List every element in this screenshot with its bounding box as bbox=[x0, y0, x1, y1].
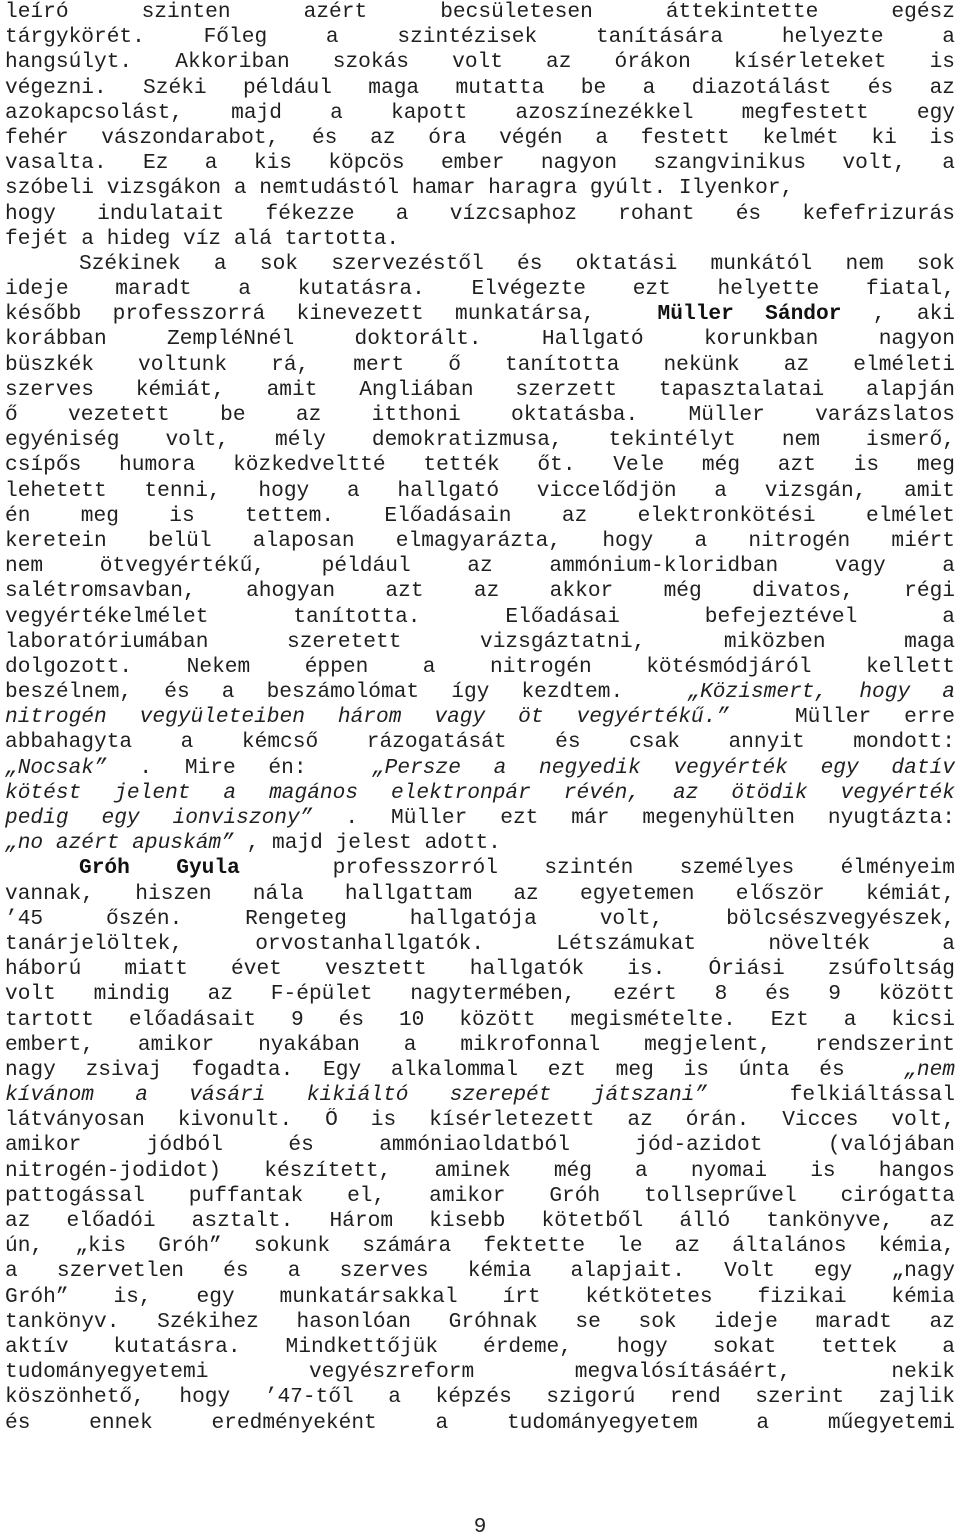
text-run: nitrogén-jodidot) készített, aminek még a nyomai is hangos bbox=[5, 1158, 955, 1183]
quoted-speech: kötést jelent a magános elektronpár révén, az ötödik vegyérték bbox=[5, 780, 955, 805]
text-run: lehetett tenni, hogy a hallgató viccelődjön a vizsgán, amit bbox=[5, 478, 955, 503]
quoted-speech: „no azért apuskám” bbox=[5, 831, 234, 856]
text-line bbox=[5, 630, 955, 655]
text-line bbox=[5, 1133, 955, 1158]
text-run: korábban ZempléNnél doktorált. Hallgató korunkban nagyon bbox=[5, 327, 955, 352]
quoted-speech: „nem bbox=[904, 1057, 955, 1082]
text-line bbox=[5, 202, 955, 227]
text-run: háború miatt évet vesztett hallgatók is. Óriási zsúfoltság bbox=[5, 957, 955, 982]
text-line bbox=[5, 1411, 955, 1436]
text-line bbox=[5, 453, 955, 478]
text-line bbox=[5, 1108, 955, 1133]
text-line bbox=[5, 1234, 955, 1259]
bold-name: Müller Sándor bbox=[657, 302, 842, 327]
text-run: beszélnem, és a beszámolómat így kezdtem. bbox=[5, 680, 656, 705]
text-run: embert, amikor nyakában a mikrofonnal megjelent, rendszerint bbox=[5, 1032, 955, 1057]
text-run: ’45 őszén. Rengeteg hallgatója volt, bölcsészvegyészek, bbox=[5, 906, 955, 931]
text-line bbox=[5, 1159, 955, 1184]
text-line bbox=[5, 1385, 955, 1410]
text-run: keretein belül alaposan elmagyarázta, hogy a nitrogén miért bbox=[5, 528, 955, 553]
text-line bbox=[5, 101, 955, 126]
text-run: tartott előadásait 9 és 10 között megismételte. Ezt a kicsi bbox=[5, 1007, 955, 1032]
text-run: salétromsavban, ahogyan azt az akkor még divatos, régi bbox=[5, 579, 955, 604]
text-line bbox=[5, 227, 955, 252]
text-run: végezni. Széki például maga mutatta be a diazotálást és az bbox=[5, 75, 955, 100]
text-run: büszkék voltunk rá, mert ő tanította nekünk az elméleti bbox=[5, 352, 955, 377]
text-run: fejét a hideg víz alá tartotta. bbox=[5, 226, 400, 251]
text-run: amikor jódból és ammóniaoldatból jód-azidot (valójában bbox=[5, 1133, 955, 1158]
text-line bbox=[5, 176, 955, 201]
text-line bbox=[5, 680, 955, 705]
text-run: egyéniség volt, mély demokratizmusa, tekintélyt nem ismerő, bbox=[5, 428, 955, 453]
text-run: később professzorrá kinevezett munkatársa, bbox=[5, 302, 627, 327]
text-run: Székinek a sok szervezéstől és oktatási munkától nem sok bbox=[79, 251, 955, 276]
text-run: látványosan kivonult. Ő is kísérletezett az órán. Vicces volt, bbox=[5, 1108, 955, 1133]
text-run: nem ötvegyértékű, például az ammónium-kloridban vagy a bbox=[5, 554, 955, 579]
text-run: csípős humora közkedveltté tették őt. Vele még azt is meg bbox=[5, 453, 955, 478]
text-line bbox=[5, 151, 955, 176]
text-line bbox=[5, 756, 955, 781]
text-run: abbahagyta a kémcső rázogatását és csak annyit mondott: bbox=[5, 730, 955, 755]
text-line bbox=[5, 1033, 955, 1058]
text-line bbox=[5, 327, 955, 352]
text-line bbox=[5, 479, 955, 504]
quoted-speech: kívánom a vásári kikiáltó szerepét játszani” bbox=[5, 1083, 708, 1108]
text-line bbox=[5, 882, 955, 907]
text-run: köszönhető, hogy ’47-től a képzés szigorú rend szerint zajlik bbox=[5, 1385, 955, 1410]
text-line bbox=[5, 781, 955, 806]
text-line bbox=[5, 428, 955, 453]
text-run: pattogással puffantak el, amikor Gróh tollseprűvel cirógatta bbox=[5, 1183, 955, 1208]
text-line bbox=[5, 605, 955, 630]
document-body bbox=[5, 0, 955, 1436]
text-run: laboratóriumában szeretett vizsgáztatni, miközben maga bbox=[5, 629, 955, 654]
text-run: fehér vászondarabot, és az óra végén a festett kelmét ki is bbox=[5, 125, 955, 150]
text-line bbox=[5, 982, 955, 1007]
text-line bbox=[5, 932, 955, 957]
text-line bbox=[5, 353, 955, 378]
text-line bbox=[5, 1335, 955, 1360]
quoted-speech: „Nocsak” bbox=[5, 755, 107, 780]
text-line bbox=[5, 302, 955, 327]
text-line bbox=[5, 25, 955, 50]
text-run: vannak, hiszen nála hallgattam az egyetemen először kémiát, bbox=[5, 881, 955, 906]
text-line bbox=[5, 1209, 955, 1234]
text-line bbox=[5, 907, 955, 932]
text-line bbox=[5, 0, 955, 25]
text-line bbox=[5, 806, 955, 831]
text-run: nagy zsivaj fogadta. Egy alkalommal ezt meg is únta és bbox=[5, 1057, 875, 1082]
text-run: hangsúlyt. Akkoriban szokás volt az órákon kísérleteket is bbox=[5, 50, 955, 75]
text-run: szerves kémiát, amit Angliában szerzett tapasztalatai alapján bbox=[5, 377, 955, 402]
text-line bbox=[5, 126, 955, 151]
text-line bbox=[5, 579, 955, 604]
text-run: . Müller ezt már megenyhülten nyugtázta: bbox=[345, 806, 955, 830]
text-run: az előadói asztalt. Három kisebb kötetből álló tankönyve, az bbox=[5, 1209, 955, 1233]
text-run: Gróh” is, egy munkatársakkal írt kétkötetes fizikai kémia bbox=[5, 1284, 955, 1309]
text-run: aktív kutatásra. Mindkettőjük érdeme, hogy sokat tettek a bbox=[5, 1334, 955, 1359]
text-line bbox=[5, 50, 955, 75]
page-number: 9 bbox=[473, 1516, 487, 1539]
text-run: ő vezetett be az itthoni oktatásba. Müller varázslatos bbox=[5, 403, 955, 427]
text-line bbox=[5, 1360, 955, 1385]
text-line bbox=[5, 1008, 955, 1033]
text-run: tankönyv. Székihez hasonlóan Gróhnak se sok ideje maradt az bbox=[5, 1309, 955, 1334]
text-run: vasalta. Ez a kis köpcös ember nagyon szangvinikus volt, a bbox=[5, 151, 955, 176]
text-line bbox=[5, 529, 955, 554]
text-run: felkiáltással bbox=[748, 1083, 955, 1108]
text-run: leíró szinten azért becsületesen áttekintette egész bbox=[5, 0, 955, 24]
text-run: azokapcsolást, majd a kapott azoszínezékkel megfestett egy bbox=[5, 100, 955, 125]
text-line bbox=[5, 554, 955, 579]
text-line bbox=[5, 403, 955, 428]
text-line bbox=[5, 730, 955, 755]
text-run: tanárjelöltek, orvostanhallgatók. Létszámukat növelték a bbox=[5, 931, 955, 956]
text-line bbox=[5, 655, 955, 680]
text-run: szóbeli vizsgákon a nemtudástól hamar haragra gyúlt. Ilyenkor, bbox=[5, 176, 794, 201]
text-line bbox=[5, 277, 955, 302]
text-line bbox=[5, 1184, 955, 1209]
text-run: volt mindig az F-épület nagytermében, ezért 8 és 9 között bbox=[5, 982, 955, 1007]
text-run: én meg is tettem. Előadásain az elektronkötési elmélet bbox=[5, 503, 955, 528]
text-run: ideje maradt a kutatásra. Elvégezte ezt helyette fiatal, bbox=[5, 277, 955, 302]
text-line bbox=[5, 705, 955, 730]
text-run: tudományegyetemi vegyészreform megvalósításáért, nekik bbox=[5, 1360, 955, 1385]
quoted-speech: nitrogén vegyületeiben három vagy öt vegyértékű.” bbox=[5, 705, 730, 730]
text-run: és ennek eredményeként a tudományegyetem a műegyetemi bbox=[5, 1410, 955, 1435]
text-line bbox=[5, 1083, 955, 1108]
bold-name: Gróh Gyula bbox=[79, 856, 240, 881]
text-line bbox=[5, 957, 955, 982]
text-run: dolgozott. Nekem éppen a nitrogén kötésmódjáról kellett bbox=[5, 654, 955, 679]
text-run: hogy indulatait fékezze a vízcsaphoz rohant és kefefrizurás bbox=[5, 201, 955, 226]
text-line bbox=[5, 1310, 955, 1335]
text-line bbox=[5, 76, 955, 101]
text-line bbox=[5, 1259, 955, 1284]
quoted-speech: „Közismert, hogy a bbox=[687, 680, 955, 705]
quoted-speech: „Persze a negyedik vegyérték egy datív bbox=[371, 755, 955, 780]
text-line bbox=[5, 1285, 955, 1310]
text-line bbox=[5, 856, 955, 881]
text-run: , majd jelest adott. bbox=[246, 831, 501, 856]
text-run: vegyértékelmélet tanította. Előadásai befejeztével a bbox=[5, 604, 955, 629]
text-run: professzorról szintén személyes élményeim bbox=[286, 856, 955, 881]
text-run: a szervetlen és a szerves kémia alapjait. Volt egy „nagy bbox=[5, 1259, 955, 1284]
text-run: . Mire én: bbox=[139, 755, 340, 780]
text-line bbox=[5, 252, 955, 277]
text-run: tárgykörét. Főleg a szintézisek tanítására helyezte a bbox=[5, 25, 955, 50]
text-line bbox=[5, 1058, 955, 1083]
text-line bbox=[5, 504, 955, 529]
quoted-speech: pedig egy ionviszony” bbox=[5, 806, 313, 830]
text-run: Müller erre bbox=[762, 705, 955, 730]
text-line bbox=[5, 378, 955, 403]
text-run: ún, „kis Gróh” sokunk számára fektette le az általános kémia, bbox=[5, 1234, 955, 1259]
text-run: , aki bbox=[872, 302, 955, 327]
text-line bbox=[5, 831, 955, 856]
